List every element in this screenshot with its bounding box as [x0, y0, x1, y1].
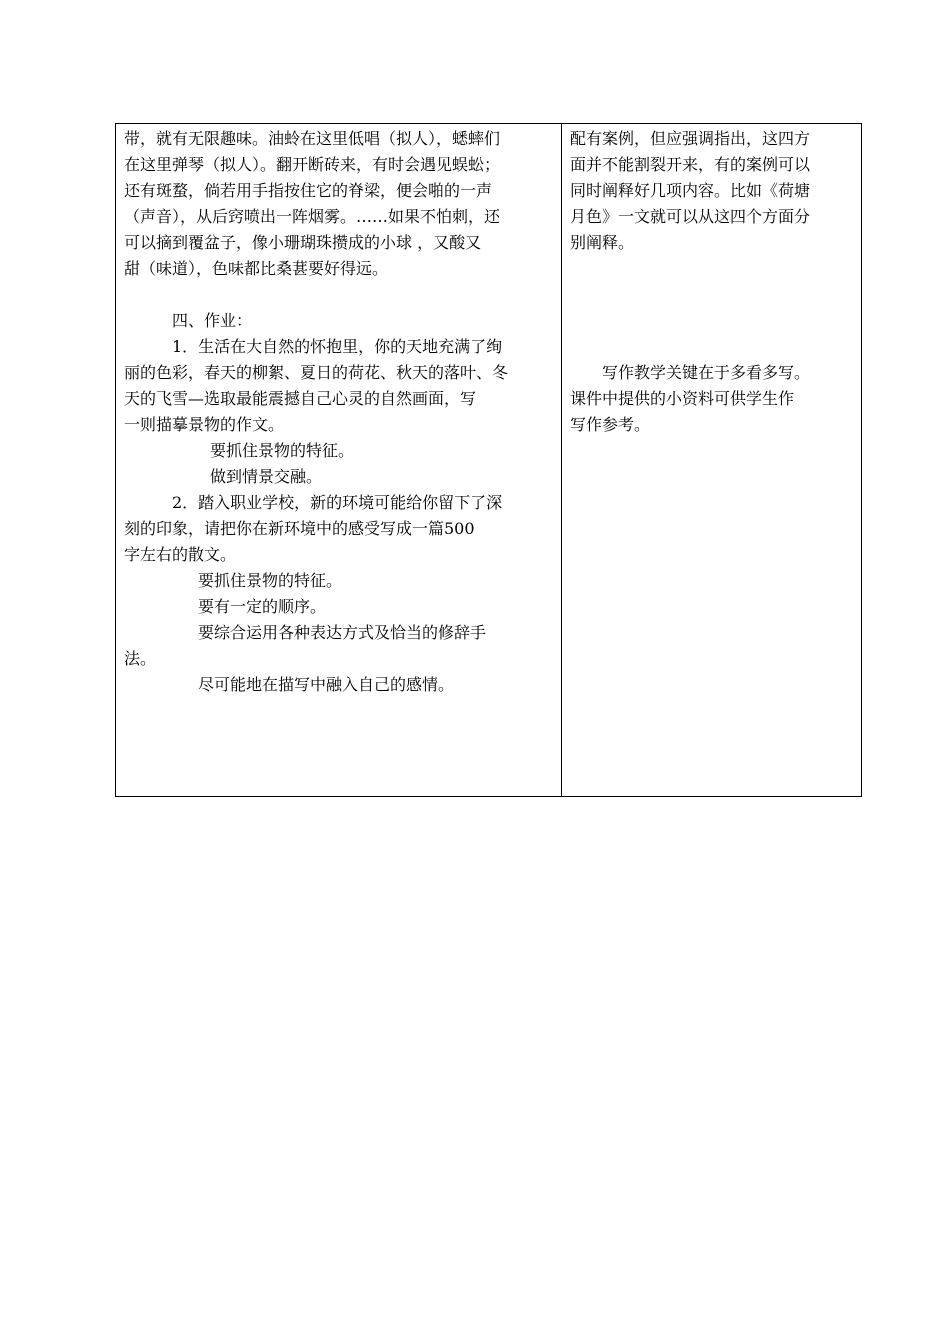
note2-line-3: 写作参考。: [570, 415, 651, 434]
intro-line-2: 在这里弹琴（拟人）。翻开断砖来，有时会遇见蜈蚣；: [124, 155, 501, 174]
task2-point-1: 要抓住景物的特征。: [198, 571, 343, 590]
notes-column: [562, 124, 861, 796]
task1-line-4: 一则描摹景物的作文。: [124, 415, 285, 434]
task2-line-1: 2．踏入职业学校，新的环境可能给你留下了深: [172, 493, 503, 512]
note1-line-3: 同时阐释好几项内容。比如《荷塘: [570, 181, 811, 200]
spacer: [124, 282, 555, 308]
task2-point-4: 尽可能地在描写中融入自己的感情。: [198, 675, 455, 694]
task1-line-2: 丽的色彩，春天的柳絮、夏日的荷花、秋天的落叶、冬: [124, 363, 509, 382]
spacer: [570, 256, 855, 334]
note2-line-1: 写作教学关键在于多看多写。: [602, 363, 811, 382]
note2-line-2: 课件中提供的小资料可供学生作: [570, 389, 795, 408]
task2-line-3: 字左右的散文。: [124, 545, 237, 564]
intro-line-4: （声音），从后窍喷出一阵烟雾。……如果不怕刺，还: [124, 207, 501, 226]
spacer: [570, 334, 855, 360]
task1-point-1: 要抓住景物的特征。: [210, 441, 355, 460]
intro-line-5: 可以摘到覆盆子，像小珊瑚珠攒成的小球 ，又酸又: [124, 233, 482, 252]
task2-point-3: 要综合运用各种表达方式及恰当的修辞手: [198, 623, 487, 642]
task1-line-3: 天的飞雪—选取最能震撼自己心灵的自然画面，写: [124, 389, 477, 408]
note1-line-1: 配有案例，但应强调指出，这四方: [570, 129, 811, 148]
intro-line-1: 带，就有无限趣味。油蛉在这里低唱（拟人），蟋蟀们: [124, 129, 501, 148]
task2-line-2: 刻的印象，请把你在新环境中的感受写成一篇500: [124, 519, 475, 538]
lesson-plan-table: [115, 123, 862, 797]
task2-point-2: 要有一定的顺序。: [198, 597, 327, 616]
intro-line-3: 还有斑蝥，倘若用手指按住它的脊梁，便会啪的一声: [124, 181, 493, 200]
teaching-content-column: [116, 124, 562, 796]
note1-line-4: 月色》一文就可以从这四个方面分: [570, 207, 811, 226]
task2-point-3-cont: 法。: [124, 649, 157, 668]
note1-line-5: 别阐释。: [570, 233, 635, 252]
intro-line-6: 甜（味道），色味都比桑葚要好得远。: [124, 259, 389, 278]
homework-heading: 四、作业：: [172, 311, 253, 330]
note1-line-2: 面并不能割裂开来，有的案例可以: [570, 155, 811, 174]
task1-point-2: 做到情景交融。: [210, 467, 323, 486]
task1-line-1: 1．生活在大自然的怀抱里，你的天地充满了绚: [172, 337, 503, 356]
